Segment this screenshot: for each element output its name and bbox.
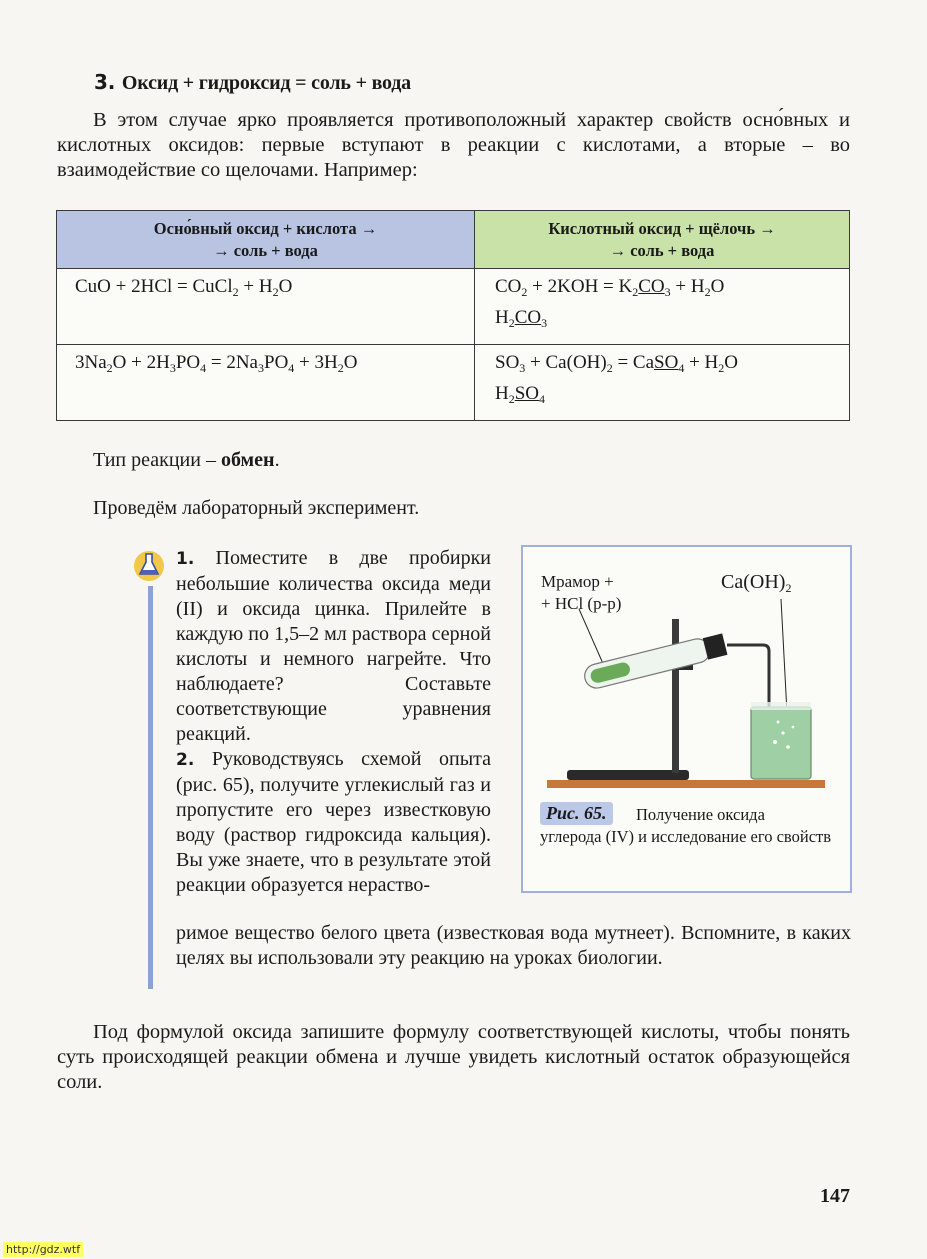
table-cell-na2o: $3Na_2O + 2H_3PO_4 = 2Na_3PO_4 + 3H_2O$ [57,345,475,421]
page-number: 147 [820,1185,850,1207]
heading-text: Оксид + гидроксид = соль + вода [121,72,411,94]
figure-label-limewater: $Ca(OH)_2$ [721,571,792,595]
task1-text: Поместите в две пробирки небольшие количества оксида меди (II) и оксида цинка. Прилейте в каждую по 1,5–2 мл раствора серной кислоты и немного нагрейте. Что наблюдаете? Составьте соответствующие уравнения реакций. [176,547,492,745]
task2-text: Руководствуясь схемой опыта (рис. 65), получите углекислый газ и пропустите его через известковую воду (раствор гидроксида кальция). Вы уже знаете, что в результате этой реакции образуется нераство- [176,748,491,896]
reaction-type-value: обмен [220,449,275,471]
task2-continuation: римое вещество белого цвета (известковая вода мутнеет). Вспомните, в каких целях вы использовали эту реакцию на уроках биологии. [176,922,851,969]
table-header-basic: Осно́вный оксид + кислота → → соль + вода [57,211,475,269]
intro-paragraph: В этом случае ярко проявляется противоположный характер свойств осно́вных и кислотных оксидов: первые вступают в реакции с кислотами, а вторые – во взаимодействие со щелочами. Например: [57,109,850,181]
experiment-intro: Проведём лабораторный эксперимент. [93,497,420,519]
closing-paragraph: Под формулой оксида запишите формулу соответствующей кислоты, чтобы понять суть происходящей реакции обмена и лучше увидеть кислотный остаток образующейся соли. [57,1021,850,1093]
reaction-type: Тип реакции – обмен. [93,449,280,471]
figure-label-marble: Мрамор + + HCl (р-р) [541,572,622,613]
table-header-acidic: Кислотный оксид + щёлочь → → соль + вода [475,211,850,269]
table-cell-cuo: CuO + 2HCl = CuCl$_2$ + $H_2O$ [57,269,475,345]
figure-caption-number: Рис. 65. [540,802,613,825]
section-heading [94,70,411,95]
task-list [176,546,491,898]
table-cell-so3: $SO_3 + Ca(OH)_2$ = CaSO$_4$ + $H_2O$ $H_2SO_4$ [475,345,850,421]
task-margin-bar [148,586,153,989]
task2-number: 2. [176,750,195,770]
footer-watermark-link[interactable]: http://gdz.wtf [3,1242,83,1257]
apparatus-drawing [523,547,850,797]
reactions-table [56,210,850,421]
flask-icon [133,548,165,582]
figure-caption-line1: Получение оксида [636,805,765,824]
table-cell-co2: $CO_2 + 2KOH = K_2CO_3 + H_2O$ $H_2CO_3$ [475,269,850,345]
figure-caption-line2: углерода (IV) и исследование его свойств [540,827,832,846]
task1-number: 1. [176,549,195,569]
heading-number: 3. [94,70,116,94]
